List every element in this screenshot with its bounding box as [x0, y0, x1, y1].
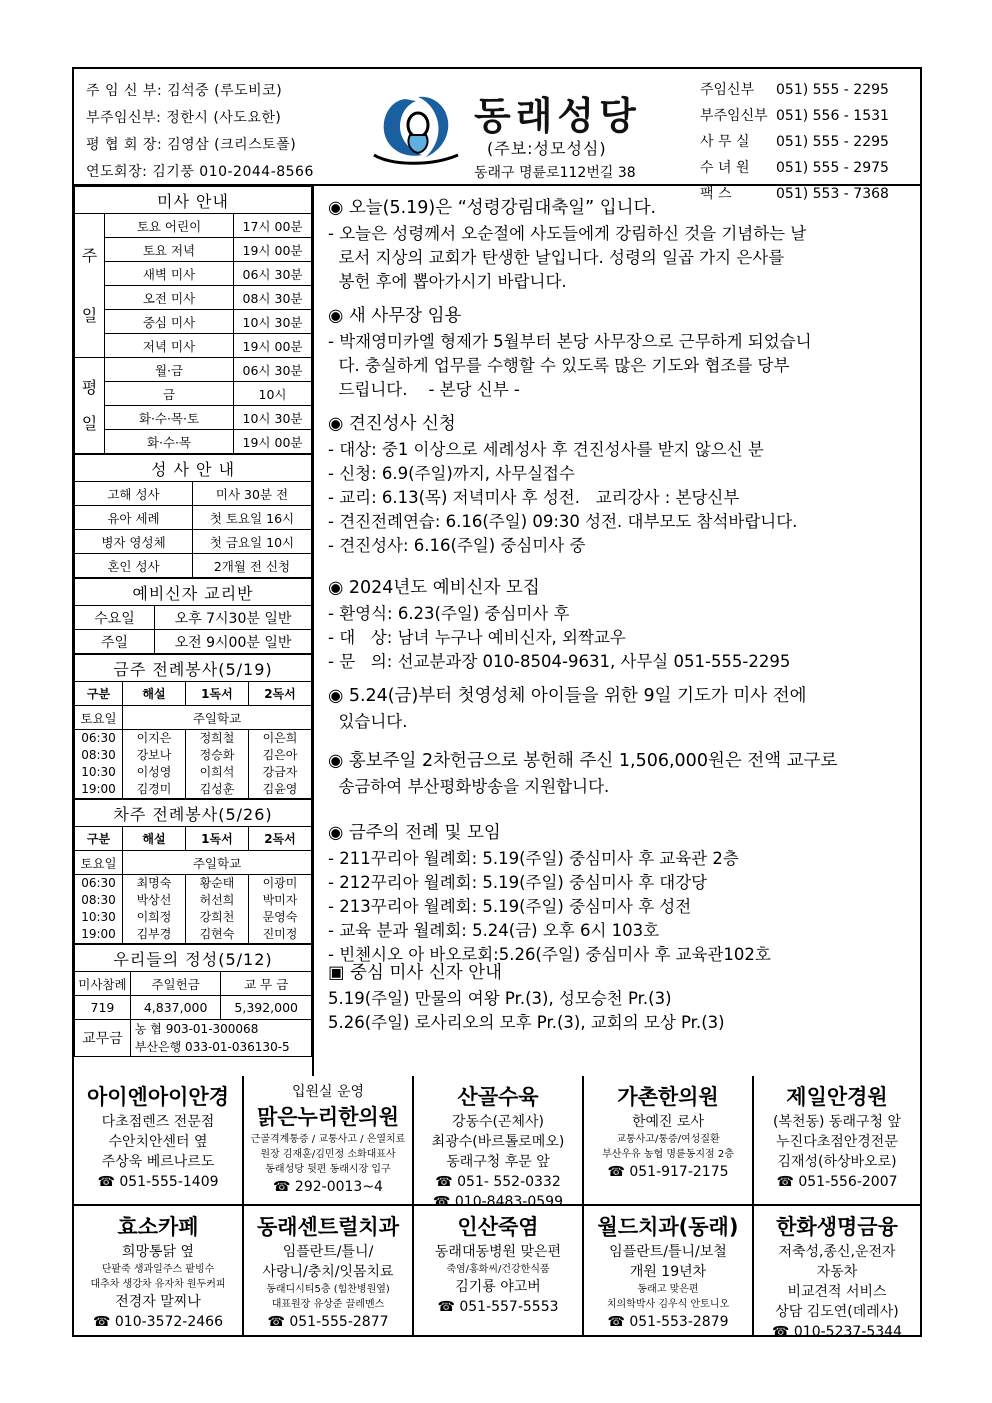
ad-name: 제일안경원 — [786, 1085, 888, 1109]
clergy-name: 김석중 (루도비코) — [167, 83, 283, 99]
ad-small-line: 대추차 생강차 유자차 원두커피 — [90, 1279, 226, 1290]
service-time: 19:00 — [75, 781, 123, 799]
ad-small-line: 동래성당 뒷편 동래시장 입구 — [265, 1164, 391, 1175]
ad-line: 한예진 로사 — [631, 1114, 705, 1130]
contact-label: 팩 스 — [700, 186, 732, 202]
advertisements — [74, 1076, 920, 1340]
mass-row — [75, 214, 312, 238]
mass-name: 월·금 — [105, 358, 234, 382]
ad-line: 전경자 말찌나 — [115, 1294, 201, 1310]
contact-row — [700, 155, 889, 181]
catechumen-day: 주일 — [75, 630, 155, 654]
ad-phone: ☎ 051-555-1409 — [97, 1174, 219, 1190]
clergy-role: 평 협 회 장: — [86, 137, 168, 153]
ad-line: 개원 19년차 — [629, 1264, 707, 1280]
notice-line: - 견진전례연습: 6.16(주일) 09:30 성전. 대부모도 참석바랍니다. — [328, 512, 798, 531]
ad-box — [414, 1076, 584, 1210]
ad-small-line: 동래디시티5층 (힘찬병원옆) — [266, 1284, 390, 1295]
notice — [328, 576, 790, 674]
ad-small-line: 동래고 맞은편 — [637, 1284, 699, 1295]
ad-tagline: 입원실 운영 — [291, 1084, 365, 1100]
notice-line: 로서 지상의 교회가 탄생한 날입니다. 성령의 일곱 가지 은사를 — [328, 248, 785, 267]
notice-line: - 신청: 6.9(주일)까지, 사무실접수 — [328, 464, 575, 483]
sacrament-name: 유아 세례 — [75, 506, 193, 530]
service-row — [75, 781, 312, 799]
service-head-cell: 1독서 — [185, 682, 248, 706]
service-person: 김윤영 — [248, 781, 311, 799]
notice-title: ◉ 홍보주일 2차헌금으로 봉헌해 주신 1,506,000원은 전액 교구로 — [328, 751, 838, 771]
ad-box — [754, 1206, 920, 1340]
service-head-cell: 해설 — [123, 827, 186, 851]
notice-line: - 환영식: 6.23(주일) 중심미사 후 — [328, 604, 570, 623]
service-head-cell: 구분 — [75, 682, 123, 706]
notice-line: - 문 의: 선교분과장 010-8504-9631, 사무실 051-555-2295 — [328, 652, 791, 671]
sacrament-name: 고해 성사 — [75, 482, 193, 506]
contact-phone: 051) 556 - 1531 — [776, 108, 889, 124]
service-time: 06:30 — [75, 730, 123, 748]
contact-label: 사 무 실 — [700, 134, 750, 150]
service-head-cell: 해설 — [123, 682, 186, 706]
notice-line: - 오늘은 성령께서 오순절에 사도들에게 강림하신 것을 기념하는 날 — [328, 224, 807, 243]
service-head-cell: 2독서 — [248, 827, 311, 851]
service-time: 10:30 — [75, 909, 123, 926]
mass-time: 10시 30분 — [234, 406, 312, 430]
service-sat-value: 주일학교 — [123, 706, 312, 730]
service-person: 강보나 — [123, 747, 186, 764]
service-head-cell: 1독서 — [185, 827, 248, 851]
service-time: 08:30 — [75, 747, 123, 764]
ad-box — [74, 1206, 244, 1336]
ad-name: 한화생명금융 — [776, 1215, 898, 1239]
notice — [328, 196, 806, 294]
ad-name: 맑은누리한의원 — [256, 1105, 399, 1129]
service-head — [75, 827, 312, 851]
ad-line: 희망통닭 옆 — [121, 1244, 195, 1260]
contact-row — [700, 129, 889, 155]
service-row — [75, 892, 312, 909]
ad-small-line: 부산우유 농협 명륜동지점 2층 — [602, 1149, 734, 1160]
notice-line: - 견진성사: 6.16(주일) 중심미사 중 — [328, 536, 586, 555]
service-person: 황순태 — [185, 875, 248, 893]
mass-time: 06시 30분 — [234, 358, 312, 382]
mass-row — [75, 430, 312, 454]
service-person: 강희천 — [185, 909, 248, 926]
notice-title: ◉ 견진성사 신청 — [328, 414, 456, 434]
bulletin-frame — [72, 67, 922, 1340]
notice — [328, 821, 771, 967]
catechumen-table — [74, 578, 312, 654]
notice-line: 봉헌 후에 뽑아가시기 바랍니다. — [328, 272, 567, 291]
ad-name: 동래센트럴치과 — [256, 1215, 399, 1239]
notice-line: 다. 충실하게 업무를 수행할 수 있도록 많은 기도와 협조를 당부 — [328, 356, 790, 375]
service-sat-label: 토요일 — [75, 706, 123, 730]
service-time: 06:30 — [75, 875, 123, 893]
service-person: 김부경 — [123, 926, 186, 944]
bank-account: 농 협 903-01-300068 — [134, 1022, 259, 1036]
service-person: 김성훈 — [185, 781, 248, 799]
mass-time: 19시 00분 — [234, 430, 312, 454]
service-person: 이희정 — [123, 909, 186, 926]
ad-phone: ☎ 010-8483-0599 — [433, 1194, 563, 1210]
service-person: 이희석 — [185, 764, 248, 781]
mass-table — [74, 186, 312, 454]
notice-title: ◉ 오늘(5.19)은 “성령강림대축일” 입니다. — [328, 198, 657, 218]
ad-phone: ☎ 010-5237-5344 — [772, 1324, 902, 1340]
sacrament-name: 혼인 성사 — [75, 554, 193, 578]
clergy-row — [86, 105, 314, 132]
notice-line: - 대상: 중1 이상으로 세례성사 후 견진성사를 받지 않으신 분 — [328, 440, 764, 459]
contact-label: 수 녀 원 — [700, 160, 750, 176]
catechumen-row — [75, 606, 312, 630]
ad-small-line: 치의학박사 김우식 안토니오 — [606, 1299, 730, 1310]
mass-row — [75, 238, 312, 262]
ad-small-line: 근골격계통증 / 교통사고 / 은열치료 — [250, 1134, 406, 1145]
ad-phone: ☎ 051-556-2007 — [776, 1174, 898, 1190]
sacrament-table — [74, 454, 312, 578]
ad-box — [584, 1206, 754, 1336]
ad-line: 동래대동병원 맞은편 — [434, 1244, 562, 1260]
mass-name: 금 — [105, 382, 234, 406]
mass-row — [75, 334, 312, 358]
ad-phone: ☎ 010-3572-2466 — [93, 1314, 223, 1330]
sacrament-name: 병자 영성체 — [75, 530, 193, 554]
service-person: 이은희 — [248, 730, 311, 748]
clergy-row — [86, 159, 314, 186]
ad-phone: ☎ 051-553-2879 — [607, 1314, 729, 1330]
service-time: 19:00 — [75, 926, 123, 944]
offering-title: 우리들의 정성(5/12) — [75, 945, 312, 972]
mass-name: 토요 저녁 — [105, 238, 234, 262]
ad-line: 사랑니/충치/잇몸치료 — [262, 1264, 394, 1280]
notice-line: - 211꾸리아 월례회: 5.19(주일) 중심미사 후 교육관 2층 — [328, 849, 739, 868]
ad-line: 강동수(곤체사) — [451, 1114, 545, 1130]
catechumen-time: 오후 7시30분 일반 — [155, 606, 312, 630]
left-column — [74, 186, 314, 1076]
notices-column — [314, 186, 920, 1076]
service-time: 08:30 — [75, 892, 123, 909]
offering-head — [75, 972, 312, 996]
catechumen-day: 수요일 — [75, 606, 155, 630]
sacrament-row — [75, 482, 312, 506]
mass-name: 오전 미사 — [105, 286, 234, 310]
notice-line: - 교리: 6.13(목) 저녁미사 후 성전. 교리강사 : 본당신부 — [328, 488, 740, 507]
offering-table — [74, 944, 312, 1057]
service-row — [75, 730, 312, 748]
ad-phone: ☎ 051- 552-0332 — [435, 1174, 561, 1190]
ad-small-line: 대표원장 유상준 끌레멘스 — [271, 1299, 385, 1310]
mass-name: 중심 미사 — [105, 310, 234, 334]
service-next-table — [74, 799, 312, 944]
service-person: 정희철 — [185, 730, 248, 748]
ad-phone: ☎ 051-917-2175 — [607, 1164, 729, 1180]
notice-title: ◉ 금주의 전례 및 모임 — [328, 823, 501, 843]
service-person: 김현숙 — [185, 926, 248, 944]
church-title: 동래성당 — [474, 94, 641, 138]
offering-value: 5,392,000 — [221, 996, 312, 1020]
sacrament-time: 2개월 전 신청 — [193, 554, 312, 578]
service-person: 강금자 — [248, 764, 311, 781]
ad-line: 자동차 — [816, 1264, 858, 1280]
service-row — [75, 747, 312, 764]
clergy-role: 주 임 신 부: — [86, 83, 168, 99]
notice — [328, 412, 797, 558]
ad-box — [754, 1076, 920, 1206]
notice-line: - 대 상: 남녀 누구나 예비신자, 외짝교우 — [328, 628, 626, 647]
contact-label: 부주임신부 — [700, 108, 768, 124]
contact-label: 주임신부 — [700, 82, 755, 98]
catechumen-title: 예비신자 교리반 — [75, 579, 312, 606]
sacrament-title: 성 사 안 내 — [75, 455, 312, 482]
catechumen-time: 오전 9시00분 일반 — [155, 630, 312, 654]
ad-name: 효소카페 — [117, 1215, 199, 1239]
church-address: 동래구 명륜로112번길 38 — [474, 165, 636, 181]
service-this-title: 금주 전례봉사(5/19) — [75, 655, 312, 682]
notice-line: 드립니다. - 본당 신부 - — [328, 380, 520, 399]
mass-title: 미사 안내 — [75, 187, 312, 214]
offering-head-cell: 주일헌금 — [130, 972, 221, 996]
sunday-char: 주 — [81, 245, 98, 265]
ad-name: 인산죽염 — [457, 1215, 539, 1239]
ad-small-line: 단팥죽 생과일주스 팥빙수 — [101, 1264, 215, 1275]
offering-value: 719 — [75, 996, 131, 1020]
service-person: 정승화 — [185, 747, 248, 764]
sacrament-row — [75, 554, 312, 578]
service-person: 이성영 — [123, 764, 186, 781]
clergy-role: 연도회장: — [86, 164, 153, 180]
mass-time: 10시 — [234, 382, 312, 406]
ad-line: 수안치안센터 옆 — [108, 1134, 208, 1150]
service-row — [75, 926, 312, 944]
service-person: 박상선 — [123, 892, 186, 909]
ad-line: 상담 김도연(데레사) — [775, 1304, 899, 1320]
notice-line: - 교육 분과 월례회: 5.24(금) 오후 6시 103호 — [328, 921, 660, 940]
sunday-char: 일 — [81, 305, 98, 325]
mass-time: 08시 30분 — [234, 286, 312, 310]
ad-line: 다초점렌즈 전문점 — [101, 1114, 215, 1130]
clergy-name: 김기풍 010-2044-8566 — [152, 164, 314, 180]
contact-phone: 051) 553 - 7368 — [776, 186, 889, 202]
notice-title: ◉ 5.24(금)부터 첫영성체 아이들을 위한 9일 기도가 미사 전에 — [328, 686, 807, 706]
ad-name: 월드치과(동래) — [597, 1215, 739, 1239]
service-sat — [75, 851, 312, 875]
offering-value: 4,837,000 — [130, 996, 221, 1020]
weekday-char: 일 — [81, 413, 98, 433]
clergy-row — [86, 132, 314, 159]
mass-time: 06시 30분 — [234, 262, 312, 286]
weekday-label — [75, 358, 105, 454]
service-this-table — [74, 654, 312, 799]
ad-box — [414, 1206, 584, 1336]
contact-row — [700, 103, 889, 129]
notice-line: - 213꾸리아 월례회: 5.19(주일) 중심미사 후 성전 — [328, 897, 692, 916]
offering-head-cell: 교 무 금 — [221, 972, 312, 996]
offering-head-cell: 미사참례 — [75, 972, 131, 996]
ad-line: 김기룡 야고버 — [455, 1279, 541, 1295]
notice-line: 있습니다. — [328, 712, 408, 731]
service-next-title: 차주 전례봉사(5/26) — [75, 800, 312, 827]
offering-bank-label: 교무금 — [75, 1020, 131, 1057]
bank-account: 부산은행 033-01-036130-5 — [134, 1040, 290, 1054]
service-person: 김경미 — [123, 781, 186, 799]
ad-phone: ☎ 051-555-2877 — [267, 1314, 389, 1330]
notice-line: 송금하여 부산평화방송을 지원합니다. — [328, 777, 610, 796]
ad-line: 김재성(하상바오로) — [777, 1154, 897, 1170]
contact-phone: 051) 555 - 2295 — [776, 82, 889, 98]
ad-line: 동래구청 후문 앞 — [446, 1154, 550, 1170]
ad-name: 가촌한의원 — [617, 1085, 719, 1109]
ad-line: 임플란트/틀니/보철 — [609, 1244, 727, 1260]
mass-row — [75, 406, 312, 430]
service-person: 이지은 — [123, 730, 186, 748]
mass-row — [75, 310, 312, 334]
mass-time: 19시 00분 — [234, 334, 312, 358]
sacrament-time: 첫 토요일 16시 — [193, 506, 312, 530]
mass-time: 19시 00분 — [234, 238, 312, 262]
sacrament-time: 미사 30분 전 — [193, 482, 312, 506]
notice-line: 5.19(주일) 만물의 여왕 Pr.(3), 성모승천 Pr.(3) — [328, 989, 672, 1008]
service-head — [75, 682, 312, 706]
ad-box — [244, 1206, 414, 1336]
catechumen-row — [75, 630, 312, 654]
service-time: 10:30 — [75, 764, 123, 781]
notice-title: ▣ 중심 미사 신자 안내 — [328, 963, 503, 983]
mass-name: 화·수·목 — [105, 430, 234, 454]
ad-box — [74, 1076, 244, 1206]
notice-line: - 212꾸리아 월례회: 5.19(주일) 중심미사 후 대강당 — [328, 873, 708, 892]
clergy-row — [86, 78, 314, 105]
ad-name: 아이엔아이안경 — [86, 1085, 229, 1109]
service-head-cell: 구분 — [75, 827, 123, 851]
mass-name: 화·수·목·토 — [105, 406, 234, 430]
service-sat-label: 토요일 — [75, 851, 123, 875]
offering-bank-row — [75, 1020, 312, 1057]
ad-phone: ☎ 051-557-5553 — [437, 1299, 559, 1315]
notice — [328, 304, 812, 402]
service-row — [75, 909, 312, 926]
service-person: 최명숙 — [123, 875, 186, 893]
weekday-char: 평 — [81, 377, 98, 397]
notice — [328, 684, 807, 734]
ad-box — [584, 1076, 754, 1206]
service-person: 김은아 — [248, 747, 311, 764]
mass-time: 17시 00분 — [234, 214, 312, 238]
ad-line: (복천동) 동래구청 앞 — [772, 1114, 902, 1130]
ad-box — [244, 1076, 414, 1206]
contact-row — [700, 77, 889, 103]
offering-values — [75, 996, 312, 1020]
mass-name: 토요 어린이 — [105, 214, 234, 238]
service-row — [75, 875, 312, 893]
mass-row — [75, 262, 312, 286]
ad-line: 비교견적 서비스 — [787, 1284, 887, 1300]
clergy-name: 김영삼 (크리스토폴) — [167, 137, 297, 153]
service-person: 문영숙 — [248, 909, 311, 926]
sacrament-row — [75, 530, 312, 554]
ad-line: 주상욱 베르나르도 — [101, 1154, 215, 1170]
ad-small-line: 원장 김재훈/김민정 소화대표사 — [260, 1149, 396, 1160]
notice-line: - 빈첸시오 아 바오로회:5.26(주일) 중심미사 후 교육관102호 — [328, 945, 771, 964]
service-person: 진미정 — [248, 926, 311, 944]
sacrament-row — [75, 506, 312, 530]
service-person: 이광미 — [248, 875, 311, 893]
mass-time: 10시 30분 — [234, 310, 312, 334]
contact-phone: 051) 555 - 2975 — [776, 160, 889, 176]
mass-row — [75, 382, 312, 406]
ad-line: 임플란트/틀니/ — [282, 1244, 374, 1260]
mass-name: 저녁 미사 — [105, 334, 234, 358]
ad-phone: ☎ 292-0013~4 — [273, 1179, 383, 1195]
service-sat — [75, 706, 312, 730]
clergy-list — [86, 78, 314, 186]
church-subtitle: (주보:성모성심) — [487, 139, 607, 158]
mass-row — [75, 286, 312, 310]
offering-banks — [130, 1020, 311, 1057]
sacrament-time: 첫 금요일 10시 — [193, 530, 312, 554]
notice-title: ◉ 새 사무장 임용 — [328, 306, 462, 326]
ad-line: 누진다초점안경전문 — [776, 1134, 898, 1150]
sacred-heart-logo-icon — [370, 89, 462, 169]
ad-small-line: 교통사고/통증/여성질환 — [616, 1134, 720, 1145]
mass-name: 새벽 미사 — [105, 262, 234, 286]
notice — [328, 749, 837, 799]
notice — [328, 961, 725, 1035]
ad-name: 산골수육 — [457, 1085, 539, 1109]
clergy-name: 정한시 (사도요한) — [166, 110, 282, 126]
notice-title: ◉ 2024년도 예비신자 모집 — [328, 578, 540, 598]
ad-line: 저축성,종신,운전자 — [778, 1244, 896, 1260]
service-person: 박미자 — [248, 892, 311, 909]
notice-line: - 박재영미카엘 형제가 5월부터 본당 사무장으로 근무하게 되었습니 — [328, 332, 812, 351]
service-head-cell: 2독서 — [248, 682, 311, 706]
ad-small-line: 죽염/홍화씨/건강한식품 — [446, 1264, 550, 1275]
sunday-label — [75, 214, 105, 358]
clergy-role: 부주임신부: — [86, 110, 167, 126]
mass-row — [75, 358, 312, 382]
contact-phone: 051) 555 - 2295 — [776, 134, 889, 150]
service-sat-value: 주일학교 — [123, 851, 312, 875]
notice-line: 5.26(주일) 로사리오의 모후 Pr.(3), 교회의 모상 Pr.(3) — [328, 1013, 725, 1032]
ad-line: 최광수(바르톨로메오) — [431, 1134, 565, 1150]
service-person: 허선희 — [185, 892, 248, 909]
service-row — [75, 764, 312, 781]
